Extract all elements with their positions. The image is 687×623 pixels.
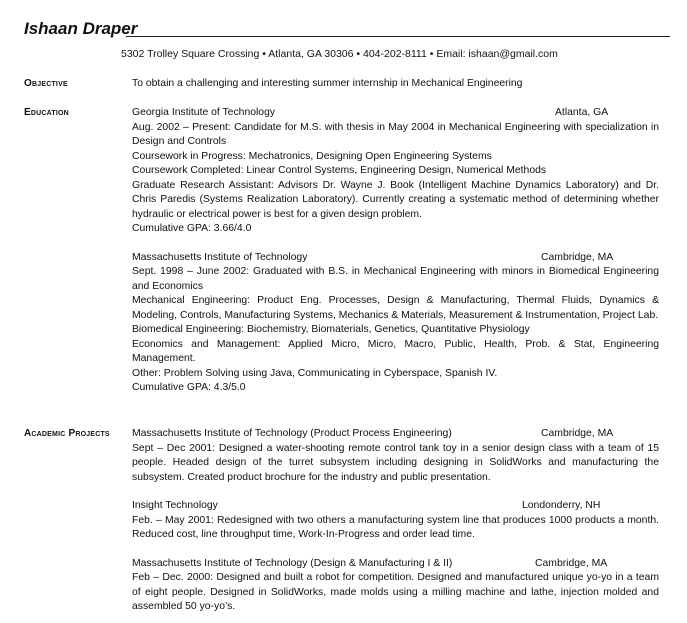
education-line: Aug. 2002 – Present: Candidate for M.S. with thesis in May 2004 in Mechanical Engineering with specialization in Design and Controls [132, 121, 659, 147]
projects-label: Academic Projects [24, 428, 110, 439]
school-name: Georgia Institute of Technology [132, 107, 276, 118]
project-entry-header [132, 427, 659, 442]
project-org: Massachusetts Institute of Technology (Design & Manufacturing I & II) [132, 557, 453, 569]
project-text: Sept – Dec 2001: Designed a water-shooting remote control tank toy in a senior design class with a team of 15 people. Headed design of the turret subsystem including designing in SolidWorks and manufacturing the subsystem. Created product brochure for the industry and public presentation. [132, 442, 659, 483]
project-location: Cambridge, MA [541, 428, 614, 439]
project-org: Insight Technology [132, 500, 218, 511]
education-line: Coursework Completed: Linear Control Systems, Engineering Design, Numerical Methods [132, 165, 547, 176]
education-line: Cumulative GPA: 3.66/4.0 [132, 223, 252, 234]
applicant-name: Ishaan Draper [24, 19, 138, 38]
project-org: Massachusetts Institute of Technology (Product Process Engineering) [132, 428, 452, 439]
education-line: Biomedical Engineering: Biochemistry, Biomaterials, Genetics, Quantitative Physiology [132, 324, 530, 335]
project-entry-header [132, 557, 659, 572]
education-line: Graduate Research Assistant: Advisors Dr. Wayne J. Book (Intelligent Machine Dynamics Laboratory) and Dr. Chris Paredis (Systems Realization Laboratory). Currently creating a systematic method of determining whether hydraulic or electrical power is best for a given design problem. [132, 179, 659, 220]
education-line: Economics and Management: Applied Micro, Micro, Macro, Public, Health, Prob. & Stat, Engineering Management. [132, 338, 659, 364]
contact-line: 5302 Trolley Square Crossing • Atlanta, GA 30306 • 404-202-8111 • Email: ishaan@gmail.com [121, 48, 558, 60]
project-text: Feb. – May 2001: Redesigned with two others a manufacturing system line that produces 1000 products a month. Reduced cost, line throughput time, Work-In-Progress and order lead time. [132, 514, 659, 540]
education-line: Cumulative GPA: 4.3/5.0 [132, 382, 246, 393]
project-location: Londonderry, NH [522, 500, 601, 511]
projects-section [132, 427, 659, 615]
education-section [132, 106, 659, 396]
education-line: Coursework in Progress: Mechatronics, Designing Open Engineering Systems [132, 150, 492, 162]
education-entry-header [132, 106, 659, 121]
education-line: Sept. 1998 – June 2002: Graduated with B.S. in Mechanical Engineering with minors in Biomedical Engineering and Economics [132, 266, 659, 292]
objective-text: To obtain a challenging and interesting summer internship in Mechanical Engineering [132, 78, 523, 89]
header-rule [126, 36, 670, 37]
objective-label: Objective [24, 78, 68, 89]
project-text: Feb – Dec. 2000: Designed and built a robot for competition. Designed and manufactured unique yo-yo in a team of eight people. Designed in SolidWorks, made molds using a milling machine and lathe, injection molded and assembled 50 yo-yo’s. [132, 572, 659, 612]
education-line: Other: Problem Solving using Java, Communicating in Cyberspace, Spanish IV. [132, 367, 498, 379]
objective-section [132, 77, 659, 92]
project-location: Cambridge, MA [535, 557, 608, 569]
education-line: Mechanical Engineering: Product Eng. Processes, Design & Manufacturing, Thermal Fluids, Dynamics & Modeling, Controls, Manufacturing Systems, Mechanics & Materials, Measurement & Instrumentation, Project Lab. [132, 295, 659, 321]
school-location: Atlanta, GA [555, 107, 609, 118]
header [24, 18, 670, 40]
school-name: Massachusetts Institute of Technology [132, 251, 308, 263]
education-label: Education [24, 107, 69, 118]
education-entry-header [132, 251, 659, 266]
school-location: Cambridge, MA [541, 251, 614, 263]
project-entry-header [132, 499, 659, 514]
